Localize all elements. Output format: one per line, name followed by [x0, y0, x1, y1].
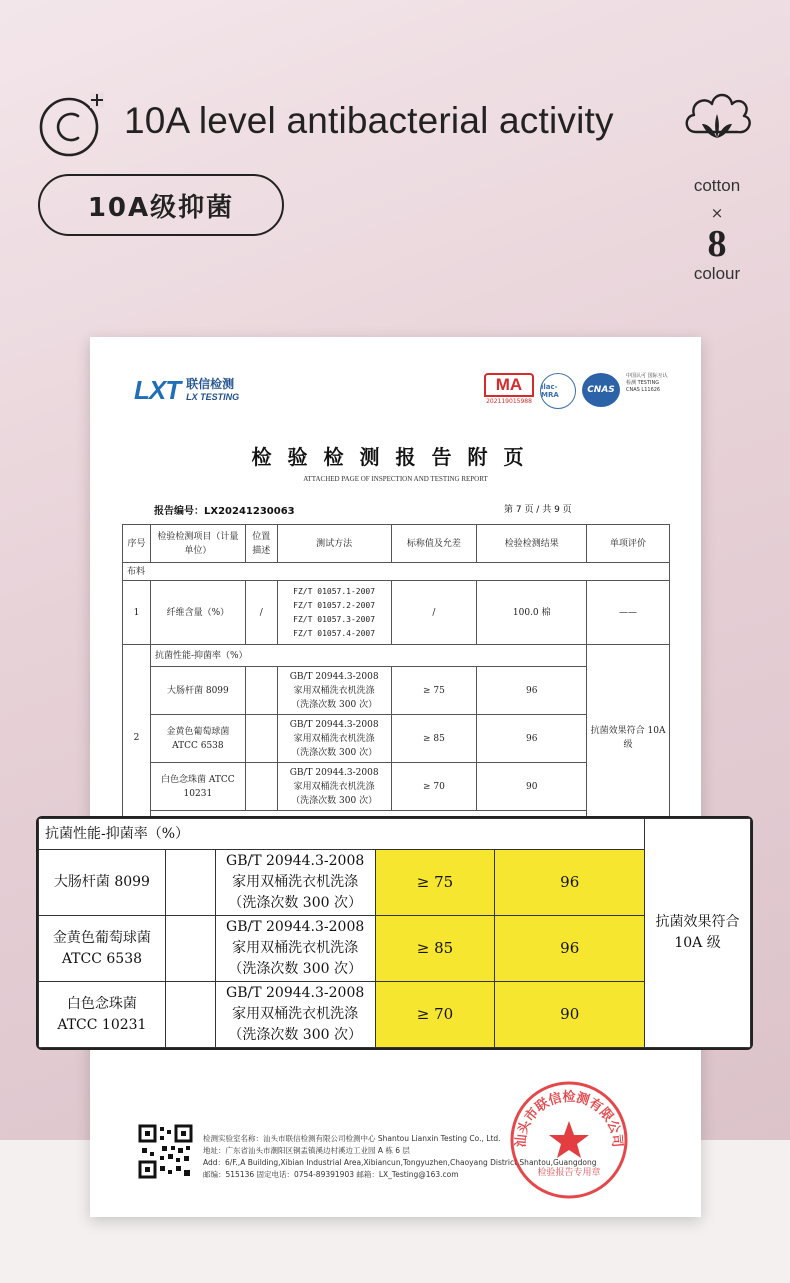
method-line: 家用双桶洗衣机洗涤	[232, 940, 359, 956]
bacteria-code: ATCC 10231	[57, 1016, 147, 1033]
cma-icon: MA	[484, 373, 534, 397]
ilac-mra-icon: ilac-MRA	[540, 373, 576, 409]
zoom-method	[215, 982, 375, 1048]
col-header: 序号	[123, 525, 151, 563]
zoom-nominal: ≥ 85	[375, 916, 495, 982]
cma-mark	[484, 373, 534, 405]
method-line: （洗涤次数 300 次）	[228, 895, 362, 911]
cell-method	[277, 667, 391, 715]
footer-contact: 邮编：515136 固定电话：0754-89391903 邮箱：LX_Testing@163.com	[203, 1170, 459, 1179]
cell-no: 2	[123, 645, 151, 831]
zoom-title: 抗菌性能-抑菌率（%）	[39, 819, 645, 850]
page-number: 第 7 页 / 共 9 页	[504, 505, 572, 515]
zoom-method	[215, 850, 375, 916]
zoom-title-row	[39, 819, 751, 850]
report-title: 检验检测报告附页	[251, 445, 540, 469]
method-line: 家用双桶洗衣机洗涤	[293, 733, 375, 744]
zoom-row	[39, 982, 751, 1048]
footer-address-cn: 地址：广东省汕头市潮阳区铜盂镇溪边村溪边工业园 A 栋 6 层	[203, 1146, 410, 1155]
cma-number: 202119015988	[486, 398, 532, 405]
cotton-label: cotton	[693, 176, 741, 195]
method-line: GB/T 20944.3-2008	[226, 985, 365, 1001]
method-line: 家用双桶洗衣机洗涤	[232, 874, 359, 890]
cell-position	[245, 667, 277, 715]
cell-no: 1	[123, 581, 151, 645]
colour-count: 8	[707, 223, 727, 265]
zoom-bacteria	[39, 982, 166, 1048]
zoom-bacteria	[39, 916, 166, 982]
zoom-row	[39, 916, 751, 982]
cnas-icon: CNAS	[582, 373, 620, 407]
cell-result: 96	[477, 667, 587, 715]
method-line: FZ/T 01057.1-2007	[293, 586, 376, 596]
zoom-bacteria	[39, 850, 166, 916]
seal-sub-text: 检验报告专用章	[537, 1168, 601, 1178]
zoom-table	[38, 818, 751, 1048]
cell-position	[245, 763, 277, 811]
report-number: 报告编号：LX20241230063	[154, 506, 295, 517]
method-line: FZ/T 01057.2-2007	[293, 600, 376, 610]
method-line: 家用双桶洗衣机洗涤	[293, 781, 375, 792]
method-line: （洗涤次数 300 次）	[291, 699, 378, 710]
method-line: （洗涤次数 300 次）	[228, 961, 362, 977]
zoom-position	[165, 916, 215, 982]
bacteria-name: 金黄色葡萄球菌	[52, 929, 151, 946]
cell-item: 纤维含量（%）	[150, 581, 245, 645]
col-header: 单项评价	[587, 525, 670, 563]
section-fabric: 布料	[123, 563, 670, 581]
cell-nominal: /	[391, 581, 477, 645]
qr-code-icon	[138, 1124, 193, 1179]
table-row	[123, 645, 670, 667]
zoom-eval-text: 抗菌效果符合 10A 级	[655, 914, 740, 951]
method-line: GB/T 20944.3-2008	[289, 671, 379, 682]
table-header-row	[123, 525, 670, 563]
cell-result: 100.0 棉	[477, 581, 587, 645]
method-line: （洗涤次数 300 次）	[228, 1027, 362, 1043]
zoom-row	[39, 850, 751, 916]
col-header: 位置描述	[245, 525, 277, 563]
method-line: 家用双桶洗衣机洗涤	[232, 1006, 359, 1022]
zoom-nominal: ≥ 75	[375, 850, 495, 916]
cell-item-title: 抗菌性能-抑菌率（%）	[150, 645, 586, 667]
footer-address-en: Add：6/F.,A Building,Xibian Industrial Area,Xibiancun,Tongyuzhen,Chaoyang District,Shantou,Guangdong	[203, 1158, 597, 1167]
zoom-evaluation	[645, 819, 751, 1048]
test-report-page	[90, 337, 701, 1217]
cell-nominal: ≥ 70	[391, 763, 477, 811]
zoom-method	[215, 916, 375, 982]
zoom-position	[165, 982, 215, 1048]
col-header: 测试方法	[277, 525, 391, 563]
bacteria-name: 白色念珠菌	[66, 995, 137, 1012]
report-table	[122, 524, 670, 831]
cell-result: 90	[477, 763, 587, 811]
cell-bacteria: 白色念珠菌 ATCC 10231	[150, 763, 245, 811]
cell-nominal: ≥ 75	[391, 667, 477, 715]
cell-method	[277, 715, 391, 763]
cell-eval: ——	[587, 581, 670, 645]
lx-testing-logo	[134, 375, 239, 406]
times-sign: ×	[710, 204, 724, 222]
footer-lab: 检测实验室名称：汕头市联信检测有限公司检测中心 Shantou Lianxin Testing Co., Ltd.	[203, 1134, 501, 1143]
method-line: GB/T 20944.3-2008	[289, 719, 379, 730]
antibacterial-badge: 10A级抑菌	[38, 174, 284, 236]
method-line: FZ/T 01057.4-2007	[293, 628, 376, 638]
bacteria-code: ATCC 6538	[61, 950, 143, 967]
zoom-result: 96	[495, 850, 645, 916]
method-line: GB/T 20944.3-2008	[226, 919, 365, 935]
col-header: 检验检测项目（计量单位）	[150, 525, 245, 563]
cotton-info	[676, 88, 758, 284]
cell-bacteria: 大肠杆菌 8099	[150, 667, 245, 715]
report-subtitle: ATTACHED PAGE OF INSPECTION AND TESTING REPORT	[303, 475, 488, 483]
col-header: 检验检测结果	[477, 525, 587, 563]
official-seal-stamp	[508, 1079, 630, 1201]
cell-position	[245, 715, 277, 763]
logo-cn: 联信检测	[186, 376, 235, 391]
method-line: 家用双桶洗衣机洗涤	[293, 685, 375, 696]
cell-method	[277, 581, 391, 645]
method-line: GB/T 20944.3-2008	[226, 853, 365, 869]
seal-company-text: 汕头市联信检测有限公司	[513, 1090, 625, 1148]
cotton-flower-icon	[682, 88, 752, 146]
bacteria-name: 大肠杆菌 8099	[53, 874, 150, 890]
zoom-result: 90	[495, 982, 645, 1048]
zoom-nominal: ≥ 70	[375, 982, 495, 1048]
certification-marks	[484, 373, 670, 409]
section-row	[123, 563, 670, 581]
cell-position: /	[245, 581, 277, 645]
method-line: FZ/T 01057.3-2007	[293, 614, 376, 624]
method-line: （洗涤次数 300 次）	[291, 747, 378, 758]
logo-mark: LXT	[134, 375, 181, 405]
cell-result: 96	[477, 715, 587, 763]
cell-nominal: ≥ 85	[391, 715, 477, 763]
zoom-position	[165, 850, 215, 916]
method-line: （洗涤次数 300 次）	[291, 795, 378, 806]
antibacterial-c-plus-icon	[38, 92, 104, 158]
cnas-text: 中国认可 国际互认 检测 TESTING CNAS L11626	[626, 373, 668, 393]
zoom-result: 96	[495, 916, 645, 982]
colour-label: colour	[693, 264, 741, 283]
logo-en: LX TESTING	[186, 391, 240, 402]
cell-bacteria: 金黄色葡萄球菌 ATCC 6538	[150, 715, 245, 763]
col-header: 标称值及允差	[391, 525, 477, 563]
method-line: GB/T 20944.3-2008	[289, 767, 379, 778]
cell-eval: 抗菌效果符合 10A 级	[587, 645, 670, 831]
page-title: 10A level antibacterial activity	[124, 100, 614, 141]
zoomed-antibacterial-table	[36, 816, 753, 1050]
cell-method	[277, 763, 391, 811]
table-row	[123, 581, 670, 645]
